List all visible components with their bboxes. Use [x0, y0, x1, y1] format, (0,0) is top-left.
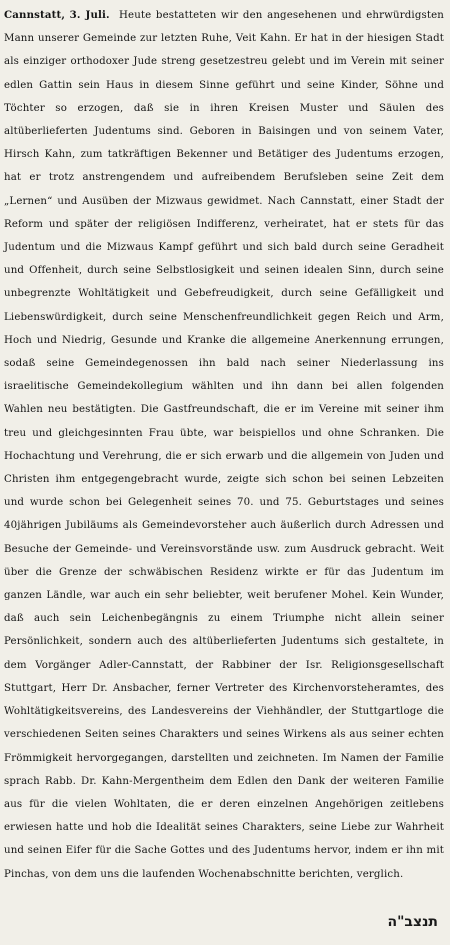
obituary-body: Heute bestatteten wir den angesehenen und ehrwürdigsten Mann unserer Gemeinde zur letzten Ruhe, Veit Kahn. Er hat in der hiesigen Stadt als einziger orthodoxer Jude streng gesetzestreu gelebt und im Verein mit seiner edlen Gattin sein Haus in diesem Sinne geführt und seine Kinder, Söhne und Töchter so erzogen, daß sie in ihren Kreisen Muster und Säulen des altüberlieferten Judentums sind. Geboren in Baisingen und von seinem Vater, Hirsch Kahn, zum tatkräftigen Bekenner und Betätiger des Judentums erzogen, hat er trotz anstrengendem und aufreibendem Berufsleben seine Zeit dem „Lernen“ und Ausüben der Mizwaus gewidmet. Nach Cannstatt, einer Stadt der Reform und später der religiösen Indifferenz, verheiratet, hat er stets für das Judentum und die Mizwaus Kampf geführt und sich bald durch seine Geradheit und Offenheit, durch seine Selbstlosigkeit und seinen idealen Sinn, durch seine unbegrenzte Wohltätigkeit und Gebefreudigkeit, durch seine Gefälligkeit und Liebenswürdigkeit, durch seine Menschenfreundlichkeit gegen Reich und Arm, Hoch und Niedrig, Gesunde und Kranke die allgemeine Anerkennung errungen, sodaß seine Gemeindegenossen ihn bald nach seiner Niederlassung ins israelitische Gemeindekollegium wählten und ihn dann bei allen folgenden Wahlen neu bestätigten. Die Gastfreundschaft, die er im Vereine mit seiner ihm treu und gleichgesinnten Frau übte, war beispiellos und ohne Schranken. Die Hochachtung und Verehrung, die er sich erwarb und die allgemein von Juden und Christen ihm entgegengebracht wurde, zeigte sich schon bei seinen Lebzeiten und wurde schon bei Gelegenheit seines 70. und 75. Geburtstages und seines 40jährigen Jubiläums als Gemeindevorsteher auch äußerlich durch Adressen und Besuche der Gemeinde- und Vereinsvorstände usw. zum Ausdruck gebracht. Weit über die Grenze der schwäbischen Residenz wirkte er für das Judentum im ganzen Ländle, war auch ein sehr beliebter, weit berufener Mohel. Kein Wunder, daß auch sein Leichenbegängnis zu einem Triumphe nicht allein seiner Persönlichkeit, sondern auch des altüberlieferten Judentums sich gestaltete, in dem Vorgänger Adler-Cannstatt, der Rabbiner der Isr. Religionsgesellschaft Stuttgart, Herr Dr. Ansbacher, ferner Vertreter des Kirchenvorsteheramtes, des Wohltätigkeitsvereins, des Landesvereins der Viehhändler, der Stuttgartloge die verschiedenen Seiten seines Charakters und seines Wirkens als aus seiner echten Frömmigkeit hervorgegangen, darstellten und zeichneten. Im Namen der Familie sprach Rabb. Dr. Kahn-Mergentheim dem Edlen den Dank der weiteren Familie aus für die vielen Wohltaten, die er deren einzelnen Angehörigen zeitlebens erwiesen hatte und hob die Idealität seines Charakters, seine Liebe zur Wahrheit und seinen Eifer für die Sache Gottes und des Judentums hervor, indem er ihn mit Pinchas, von dem uns die laufenden Wochenabschnitte berichten, verglich.	[4, 10, 445, 880]
obituary-text	[4, 4, 444, 886]
dateline-place: Cannstatt,	[4, 9, 66, 21]
dateline-date: 3. Juli.	[69, 9, 110, 21]
hebrew-closing-abbreviation: תנצב"ה	[387, 914, 438, 930]
